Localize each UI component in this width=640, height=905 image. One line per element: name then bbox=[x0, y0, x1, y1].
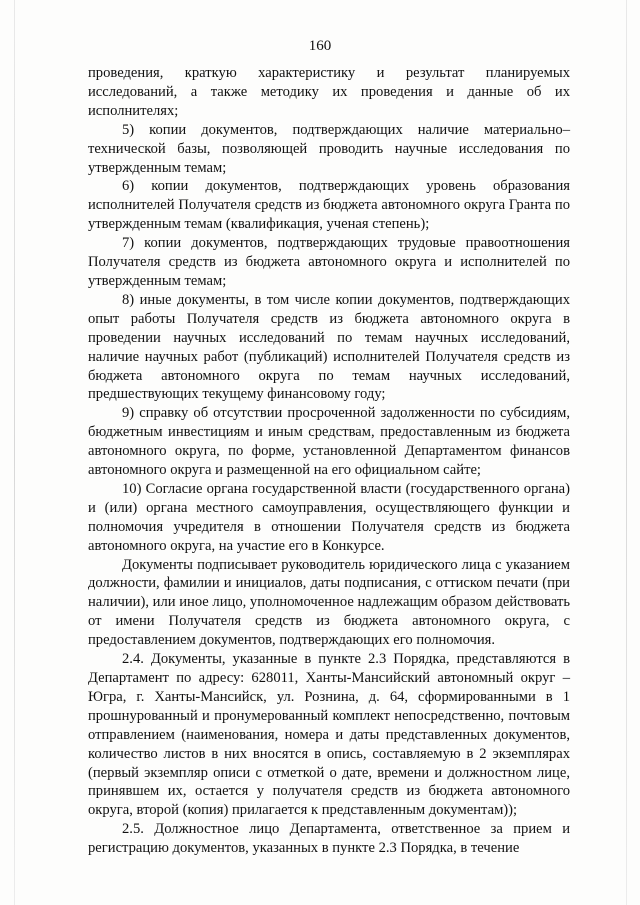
paragraph-2-5: 2.5. Должностное лицо Департамента, ответственное за прием и регистрацию документов, указанных в пункте 2.3 Порядка, в течение bbox=[88, 821, 570, 857]
scan-edge-right bbox=[626, 0, 627, 905]
paragraph-2-4: 2.4. Документы, указанные в пункте 2.3 Порядка, представляются в Департамент по адресу: 628011, Ханты-Мансийский автономный округ – Югра, г. Ханты-Мансийск, ул. Рознина, д. 64, сформированными в 1 прошнурованный и пронумерованный комплект непосредственно, почтовым отправлением (наименования, номера и даты представленных документов, количество листов в них вносятся в опись, составляемую в 2 экземплярах (первый экземпляр описи с отметкой о дате, времени и должностном лице, принявшем их, остается у получателя средств из бюджета автономного округа, второй (копия) прилагается к представленным документам)); bbox=[88, 651, 570, 819]
page-number: 160 bbox=[308, 38, 332, 54]
paragraph-item-9: 9) справку об отсутствии просроченной задолженности по субсидиям, бюджетным инвестициям и иным средствам, предоставленным из бюджета автономного округа, по форме, установленной Департаментом финансов автономного округа и размещенной на его официальном сайте; bbox=[88, 405, 570, 479]
paragraph-item-6: 6) копии документов, подтверждающих уровень образования исполнителей Получателя средств из бюджета автономного округа Гранта по утвержденным темам (квалификация, ученая степень); bbox=[88, 178, 570, 233]
paragraph-continuation: проведения, краткую характеристику и результат планируемых исследований, а также методику их проведения и данные об их исполнителях; bbox=[88, 65, 570, 119]
paragraph-item-8: 8) иные документы, в том числе копии документов, подтверждающих опыт работы Получателя средств из бюджета автономного округа в проведении научных исследований по темам научных исследований, наличие научных работ (публикаций) исполнителей Получателя средств из бюджета автономного округа по темам научных исследований, предшествующих текущему финансовому году; bbox=[88, 291, 570, 403]
scan-edge-left bbox=[14, 0, 15, 905]
document-body bbox=[88, 64, 570, 858]
paragraph-item-7: 7) копии документов, подтверждающих трудовые правоотношения Получателя средств из бюджета автономного округа и исполнителей по утвержденным темам; bbox=[88, 235, 570, 289]
paragraph-item-5: 5) копии документов, подтверждающих наличие материально–технической базы, позволяющей проводить научные исследования по утвержденным темам; bbox=[88, 121, 570, 176]
paragraph-item-10: 10) Согласие органа государственной власти (государственного органа) и (или) органа местного самоуправления, осуществляющего функции и полномочия учредителя в отношении Получателя средств из бюджета автономного округа, на участие его в Конкурсе. bbox=[88, 480, 570, 554]
paragraph-signing: Документы подписывает руководитель юридического лица с указанием должности, фамилии и инициалов, даты подписания, с оттиском печати (при наличии), или иное лицо, уполномоченное надлежащим образом действовать от имени Получателя средств из бюджета автономного округа, с предоставлением документов, подтверждающих его полномочия. bbox=[88, 556, 570, 649]
